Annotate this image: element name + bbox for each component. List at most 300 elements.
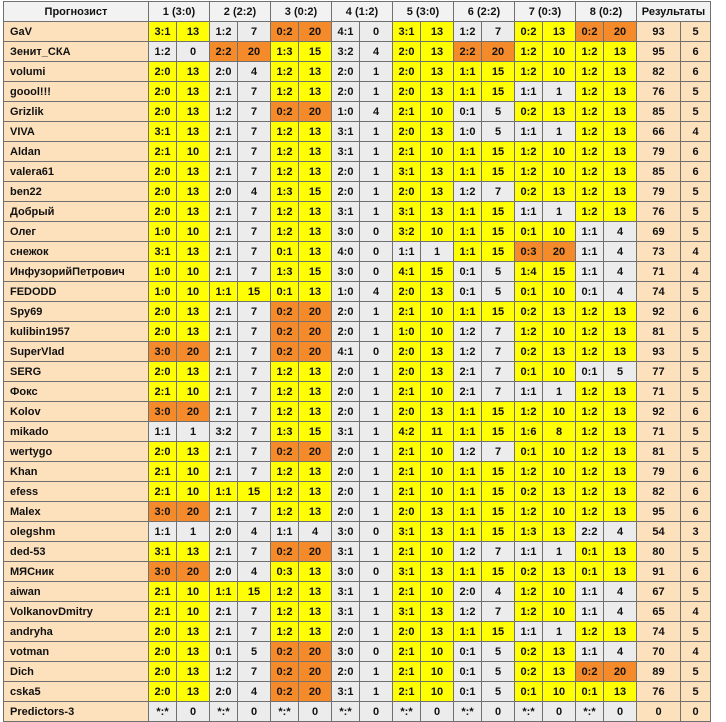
predicted-score: 2:1 [210, 382, 238, 402]
points: 13 [177, 162, 210, 182]
correct-outcomes: 6 [681, 502, 711, 522]
points: 13 [177, 302, 210, 322]
predicted-score: 2:1 [393, 382, 421, 402]
predicted-score: 1:2 [271, 622, 299, 642]
predicted-score: 2:1 [393, 642, 421, 662]
predicted-score: 1:1 [210, 582, 238, 602]
points: 1 [543, 202, 576, 222]
table-row [4, 522, 711, 542]
predicted-score: 4:1 [332, 342, 360, 362]
points: 5 [482, 102, 515, 122]
predicted-score: 1:2 [576, 82, 604, 102]
points: 10 [543, 362, 576, 382]
points: 1 [360, 162, 393, 182]
predicted-score: 1:2 [271, 122, 299, 142]
points: 5 [482, 262, 515, 282]
predicted-score: 1:2 [576, 622, 604, 642]
predictor-name: votman [4, 642, 149, 662]
total-points: 93 [637, 342, 681, 362]
predicted-score: 0:2 [576, 22, 604, 42]
predicted-score: 1:2 [454, 322, 482, 342]
table-row [4, 622, 711, 642]
table-row [4, 102, 711, 122]
points: 13 [299, 362, 332, 382]
predicted-score: 0:2 [271, 642, 299, 662]
points: 13 [177, 362, 210, 382]
predictor-name: wertygo [4, 442, 149, 462]
points: 0 [238, 702, 271, 722]
points: 1 [360, 82, 393, 102]
correct-outcomes: 6 [681, 462, 711, 482]
predicted-score: 0:2 [271, 102, 299, 122]
predicted-score: 1:1 [454, 142, 482, 162]
points: 10 [543, 142, 576, 162]
total-points: 65 [637, 602, 681, 622]
predicted-score: 3:0 [332, 222, 360, 242]
predicted-score: 0:2 [576, 662, 604, 682]
predicted-score: 2:1 [210, 442, 238, 462]
predicted-score: 1:2 [576, 42, 604, 62]
predictor-name: Grizlik [4, 102, 149, 122]
points: 13 [421, 22, 454, 42]
predicted-score: 2:0 [332, 382, 360, 402]
points: 13 [177, 322, 210, 342]
predicted-score: 0:1 [576, 282, 604, 302]
points: 20 [543, 242, 576, 262]
predicted-score: 1:2 [576, 122, 604, 142]
points: 4 [482, 582, 515, 602]
points: 1 [360, 422, 393, 442]
points: 20 [299, 102, 332, 122]
correct-outcomes: 4 [681, 242, 711, 262]
points: 13 [604, 402, 637, 422]
predicted-score: 2:1 [210, 122, 238, 142]
points: 4 [604, 262, 637, 282]
predicted-score: 2:0 [393, 502, 421, 522]
points: 20 [482, 42, 515, 62]
points: 0 [177, 702, 210, 722]
predicted-score: 1:1 [576, 642, 604, 662]
predicted-score: 1:1 [454, 202, 482, 222]
points: 13 [421, 342, 454, 362]
predicted-score: 1:2 [454, 542, 482, 562]
table-row [4, 222, 711, 242]
predicted-score: 1:3 [515, 522, 543, 542]
table-row [4, 182, 711, 202]
points: 5 [482, 682, 515, 702]
predicted-score: 1:2 [576, 502, 604, 522]
points: 4 [604, 602, 637, 622]
total-points: 81 [637, 442, 681, 462]
points: 10 [421, 662, 454, 682]
points: 1 [360, 582, 393, 602]
points: 20 [177, 502, 210, 522]
predicted-score: 1:1 [576, 582, 604, 602]
predictor-name: ИнфузорийПетрович [4, 262, 149, 282]
table-row [4, 662, 711, 682]
predicted-score: 3:1 [332, 602, 360, 622]
predicted-score: 1:2 [515, 322, 543, 342]
table-row [4, 682, 711, 702]
points: 7 [238, 302, 271, 322]
points: 13 [604, 342, 637, 362]
points: 13 [299, 162, 332, 182]
predicted-score: 1:1 [576, 242, 604, 262]
total-points: 95 [637, 502, 681, 522]
points: 13 [604, 562, 637, 582]
predicted-score: 3:1 [332, 422, 360, 442]
predicted-score: 2:0 [332, 482, 360, 502]
predicted-score: 2:1 [393, 582, 421, 602]
total-points: 92 [637, 302, 681, 322]
predicted-score: 1:0 [149, 282, 177, 302]
predicted-score: 0:1 [515, 222, 543, 242]
predicted-score: 2:2 [576, 522, 604, 542]
points: 1 [360, 402, 393, 422]
predicted-score: 2:0 [393, 122, 421, 142]
points: 10 [177, 602, 210, 622]
points: 10 [177, 222, 210, 242]
points: 7 [238, 102, 271, 122]
points: 13 [604, 142, 637, 162]
points: 10 [177, 462, 210, 482]
points: 10 [421, 322, 454, 342]
predicted-score: 2:0 [332, 502, 360, 522]
predicted-score: 2:0 [393, 42, 421, 62]
points: 20 [299, 542, 332, 562]
predicted-score: 2:1 [210, 82, 238, 102]
points: 4 [238, 182, 271, 202]
points: 7 [238, 422, 271, 442]
header-match-6: 6 (2:2) [454, 2, 515, 22]
predicted-score: 3:1 [393, 562, 421, 582]
points: 13 [177, 542, 210, 562]
predictor-name: kulibin1957 [4, 322, 149, 342]
predicted-score: 1:2 [271, 402, 299, 422]
predicted-score: 3:0 [332, 262, 360, 282]
predicted-score: 2:0 [149, 82, 177, 102]
predicted-score: 1:2 [576, 322, 604, 342]
correct-outcomes: 4 [681, 262, 711, 282]
predictions-table [3, 1, 711, 722]
predicted-score: 1:2 [576, 382, 604, 402]
points: 13 [177, 682, 210, 702]
points: 13 [421, 202, 454, 222]
predicted-score: 0:2 [515, 342, 543, 362]
predicted-score: 1:2 [576, 102, 604, 122]
predicted-score: 2:0 [149, 362, 177, 382]
points: 10 [177, 482, 210, 502]
predicted-score: 1:0 [454, 122, 482, 142]
points: 20 [299, 322, 332, 342]
predicted-score: 3:0 [149, 402, 177, 422]
points: 10 [543, 582, 576, 602]
predicted-score: 2:0 [149, 322, 177, 342]
points: 5 [482, 282, 515, 302]
points: 20 [299, 342, 332, 362]
table-row [4, 342, 711, 362]
predicted-score: 1:1 [149, 522, 177, 542]
header-match-1: 1 (3:0) [149, 2, 210, 22]
predicted-score: 1:2 [576, 182, 604, 202]
table-row [4, 262, 711, 282]
points: 20 [177, 402, 210, 422]
predicted-score: 1:2 [576, 402, 604, 422]
total-points: 91 [637, 562, 681, 582]
total-points: 69 [637, 222, 681, 242]
header-match-2: 2 (2:2) [210, 2, 271, 22]
predictor-name: volumi [4, 62, 149, 82]
predicted-score: 1:0 [149, 222, 177, 242]
predicted-score: 2:0 [332, 622, 360, 642]
predicted-score: 0:2 [271, 322, 299, 342]
predicted-score: 2:1 [210, 242, 238, 262]
predicted-score: 0:1 [576, 542, 604, 562]
predictor-name: Dich [4, 662, 149, 682]
predicted-score: 1:1 [454, 622, 482, 642]
predicted-score: 1:2 [271, 82, 299, 102]
predicted-score: 3:0 [332, 522, 360, 542]
predicted-score: 0:1 [271, 282, 299, 302]
points: 7 [482, 602, 515, 622]
table-row [4, 602, 711, 622]
predicted-score: 1:0 [393, 322, 421, 342]
predicted-score: 1:1 [454, 462, 482, 482]
predicted-score: 2:0 [149, 182, 177, 202]
points: 13 [421, 602, 454, 622]
points: 15 [238, 482, 271, 502]
predicted-score: 1:2 [210, 662, 238, 682]
points: 7 [238, 502, 271, 522]
points: 13 [299, 582, 332, 602]
predicted-score: 1:1 [393, 242, 421, 262]
predicted-score: 1:2 [271, 462, 299, 482]
predicted-score: 1:2 [271, 602, 299, 622]
correct-outcomes: 6 [681, 302, 711, 322]
points: 7 [238, 142, 271, 162]
predicted-score: 3:1 [393, 602, 421, 622]
points: 13 [604, 462, 637, 482]
points: 13 [299, 562, 332, 582]
points: 13 [299, 482, 332, 502]
points: 13 [543, 22, 576, 42]
points: 13 [299, 82, 332, 102]
predicted-score: 1:2 [576, 442, 604, 462]
predicted-score: 3:1 [332, 682, 360, 702]
predicted-score: 2:0 [210, 562, 238, 582]
points: 13 [604, 42, 637, 62]
predicted-score: 2:1 [210, 202, 238, 222]
correct-outcomes: 5 [681, 422, 711, 442]
points: 1 [360, 682, 393, 702]
correct-outcomes: 6 [681, 162, 711, 182]
correct-outcomes: 6 [681, 62, 711, 82]
predicted-score: 1:2 [210, 102, 238, 122]
points: 4 [299, 522, 332, 542]
predicted-score: 2:0 [332, 402, 360, 422]
points: 7 [482, 322, 515, 342]
points: 15 [482, 82, 515, 102]
points: 1 [543, 622, 576, 642]
predictor-name: andryha [4, 622, 149, 642]
points: 13 [421, 162, 454, 182]
predicted-score: 2:0 [393, 402, 421, 422]
points: 13 [543, 342, 576, 362]
points: 13 [421, 522, 454, 542]
table-row [4, 302, 711, 322]
points: 13 [604, 162, 637, 182]
predicted-score: 2:0 [210, 182, 238, 202]
points: 10 [421, 382, 454, 402]
predicted-score: 2:0 [332, 82, 360, 102]
correct-outcomes: 5 [681, 342, 711, 362]
points: 13 [604, 622, 637, 642]
predicted-score: 2:0 [393, 82, 421, 102]
predicted-score: 2:0 [332, 462, 360, 482]
correct-outcomes: 6 [681, 562, 711, 582]
predicted-score: 2:0 [149, 202, 177, 222]
predictor-name: SERG [4, 362, 149, 382]
predicted-score: 0:1 [515, 682, 543, 702]
predicted-score: 1:2 [515, 62, 543, 82]
points: 4 [604, 222, 637, 242]
points: 13 [604, 322, 637, 342]
points: 10 [177, 282, 210, 302]
predicted-score: 3:1 [149, 242, 177, 262]
points: 10 [421, 222, 454, 242]
points: 0 [177, 42, 210, 62]
table-row [4, 422, 711, 442]
predicted-score: 2:0 [210, 522, 238, 542]
header-results: Результаты [637, 2, 711, 22]
predicted-score: 1:2 [515, 502, 543, 522]
total-points: 95 [637, 42, 681, 62]
predicted-score: 2:1 [210, 542, 238, 562]
predicted-score: 1:2 [454, 22, 482, 42]
points: 13 [604, 302, 637, 322]
points: 20 [299, 22, 332, 42]
total-points: 71 [637, 382, 681, 402]
predicted-score: 0:3 [271, 562, 299, 582]
predicted-score: 4:1 [332, 22, 360, 42]
points: 7 [238, 342, 271, 362]
predicted-score: 2:1 [149, 482, 177, 502]
predicted-score: *:* [332, 702, 360, 722]
total-points: 74 [637, 622, 681, 642]
predicted-score: 2:1 [393, 482, 421, 502]
points: 10 [421, 442, 454, 462]
predicted-score: 1:4 [515, 262, 543, 282]
predicted-score: 2:0 [454, 582, 482, 602]
points: 13 [543, 562, 576, 582]
points: 13 [604, 182, 637, 202]
points: 13 [604, 62, 637, 82]
points: 20 [177, 342, 210, 362]
points: 13 [604, 202, 637, 222]
points: 8 [543, 422, 576, 442]
points: 1 [360, 382, 393, 402]
predicted-score: 1:2 [454, 442, 482, 462]
predicted-score: 3:1 [149, 122, 177, 142]
points: 15 [482, 242, 515, 262]
points: 15 [482, 142, 515, 162]
points: 15 [482, 502, 515, 522]
table-row [4, 242, 711, 262]
table-row [4, 62, 711, 82]
points: 15 [543, 262, 576, 282]
correct-outcomes: 5 [681, 182, 711, 202]
predicted-score: 2:1 [393, 302, 421, 322]
total-points: 67 [637, 582, 681, 602]
predicted-score: 1:2 [271, 502, 299, 522]
points: 1 [360, 482, 393, 502]
correct-outcomes: 5 [681, 442, 711, 462]
predicted-score: 2:1 [210, 342, 238, 362]
correct-outcomes: 5 [681, 82, 711, 102]
total-points: 85 [637, 102, 681, 122]
predicted-score: 3:1 [393, 162, 421, 182]
predicted-score: 0:2 [515, 662, 543, 682]
predicted-score: 0:1 [454, 282, 482, 302]
points: 1 [360, 362, 393, 382]
predicted-score: 0:1 [515, 442, 543, 462]
points: 0 [482, 702, 515, 722]
points: 10 [543, 462, 576, 482]
points: 15 [299, 422, 332, 442]
points: 7 [482, 362, 515, 382]
points: 1 [360, 322, 393, 342]
points: 1 [360, 302, 393, 322]
predicted-score: 2:0 [332, 302, 360, 322]
points: 1 [543, 382, 576, 402]
points: 13 [421, 502, 454, 522]
points: 13 [604, 502, 637, 522]
predicted-score: 0:2 [271, 442, 299, 462]
predicted-score: 1:1 [576, 262, 604, 282]
predicted-score: 1:1 [515, 622, 543, 642]
points: 1 [360, 602, 393, 622]
predicted-score: 1:2 [576, 422, 604, 442]
points: 13 [177, 62, 210, 82]
total-points: 79 [637, 462, 681, 482]
points: 1 [360, 62, 393, 82]
predictor-name: olegshm [4, 522, 149, 542]
predicted-score: 0:1 [454, 682, 482, 702]
points: 7 [238, 262, 271, 282]
points: 15 [238, 582, 271, 602]
correct-outcomes: 5 [681, 662, 711, 682]
points: 0 [360, 702, 393, 722]
predicted-score: 0:1 [454, 102, 482, 122]
predicted-score: 0:2 [271, 342, 299, 362]
predicted-score: 1:2 [271, 382, 299, 402]
total-points: 0 [637, 702, 681, 722]
predicted-score: 1:1 [454, 422, 482, 442]
predicted-score: 2:0 [332, 442, 360, 462]
points: 15 [482, 462, 515, 482]
predicted-score: 1:2 [271, 222, 299, 242]
predicted-score: 2:1 [393, 102, 421, 122]
table-row [4, 402, 711, 422]
points: 13 [604, 542, 637, 562]
points: 13 [421, 62, 454, 82]
points: 13 [299, 142, 332, 162]
table-row [4, 542, 711, 562]
predicted-score: 1:2 [576, 342, 604, 362]
points: 13 [299, 602, 332, 622]
predicted-score: 2:1 [393, 462, 421, 482]
points: 13 [299, 222, 332, 242]
